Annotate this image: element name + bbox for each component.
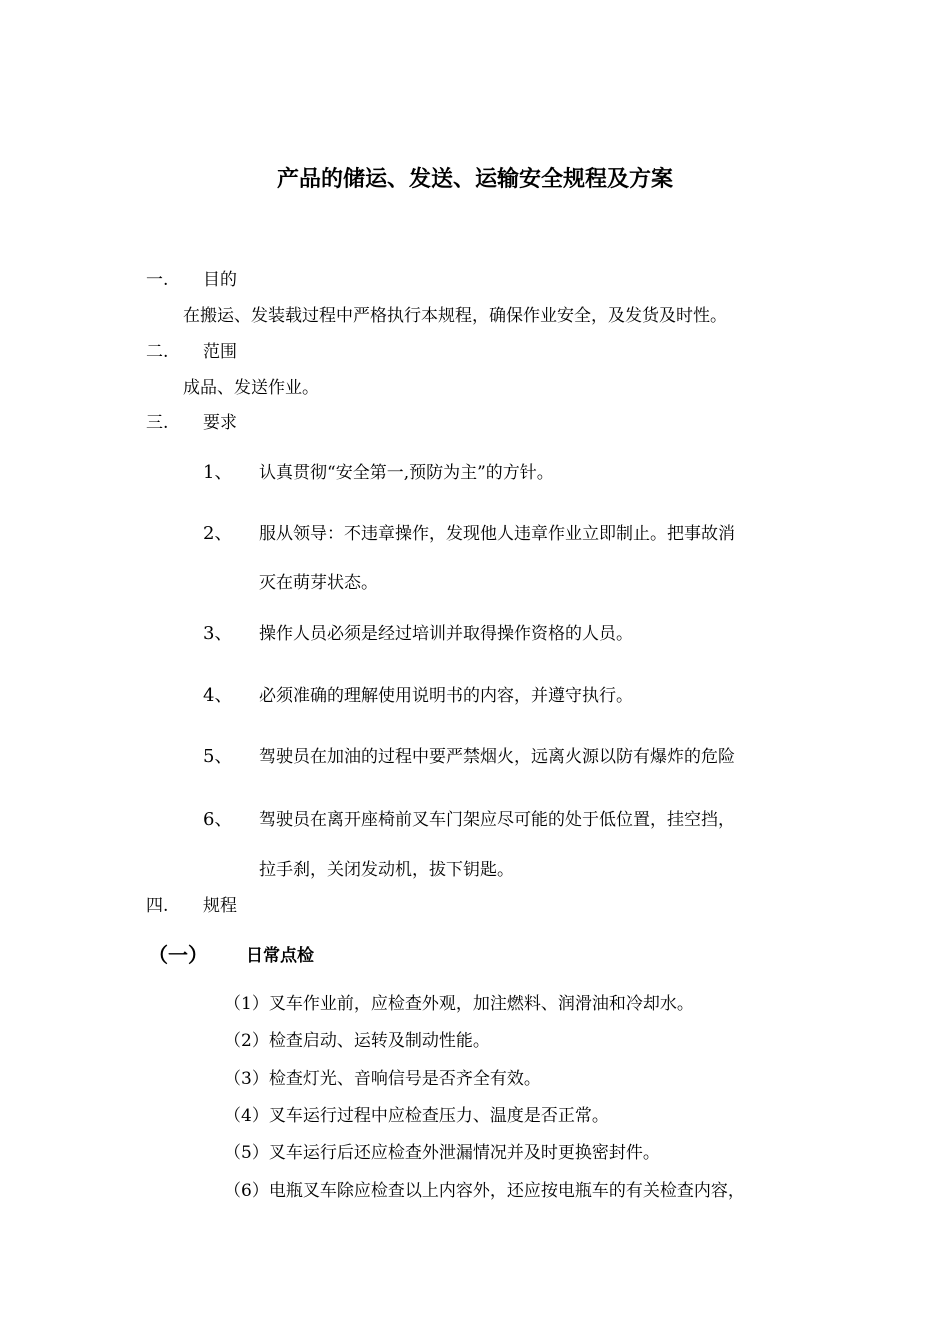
requirement-text: 驾驶员在加油的过程中要严禁烟火，远离火源以防有爆炸的危险 — [259, 747, 735, 767]
section-label-procedures: 规程 — [203, 896, 237, 916]
check-item: （1）叉车作业前，应检查外观，加注燃料、润滑油和冷却水。 — [224, 994, 694, 1014]
subsection-number: （一） — [148, 943, 208, 967]
section-text-scope: 成品、发送作业。 — [183, 378, 319, 398]
requirement-number: 4、 — [203, 685, 233, 706]
document-title: 产品的储运、发送、运输安全规程及方案 — [276, 167, 673, 192]
requirement-text-continued: 灭在萌芽状态。 — [259, 573, 378, 593]
requirement-text: 操作人员必须是经过培训并取得操作资格的人员。 — [259, 624, 633, 644]
section-number-1: 一. — [146, 270, 169, 290]
check-item: （5）叉车运行后还应检查外泄漏情况并及时更换密封件。 — [224, 1143, 660, 1163]
requirement-number: 1、 — [203, 462, 233, 483]
section-number-2: 二. — [146, 342, 169, 362]
requirement-number: 3、 — [203, 623, 233, 644]
requirement-text: 驾驶员在离开座椅前叉车门架应尽可能的处于低位置，挂空挡， — [259, 810, 735, 830]
check-item: （3）检查灯光、音响信号是否齐全有效。 — [224, 1069, 541, 1089]
requirement-number: 2、 — [203, 523, 233, 544]
subsection-label: 日常点检 — [246, 946, 314, 966]
requirement-text: 认真贯彻“安全第一,预防为主”的方针。 — [259, 463, 554, 483]
requirement-number: 5、 — [203, 746, 233, 767]
check-item: （2）检查启动、运转及制动性能。 — [224, 1031, 490, 1051]
requirement-text: 服从领导：不违章操作，发现他人违章作业立即制止。把事故消 — [259, 524, 735, 544]
check-item: （4）叉车运行过程中应检查压力、温度是否正常。 — [224, 1106, 609, 1126]
section-label-requirements: 要求 — [203, 413, 237, 433]
section-label-purpose: 目的 — [203, 270, 237, 290]
requirement-text: 必须准确的理解使用说明书的内容，并遵守执行。 — [259, 686, 633, 706]
section-text-purpose: 在搬运、发装载过程中严格执行本规程，确保作业安全，及发货及时性。 — [183, 306, 727, 326]
section-label-scope: 范围 — [203, 342, 237, 362]
requirement-number: 6、 — [203, 809, 233, 830]
section-number-4: 四. — [146, 896, 169, 916]
requirement-text-continued: 拉手刹，关闭发动机，拔下钥匙。 — [259, 860, 514, 880]
check-item: （6）电瓶叉车除应检查以上内容外，还应按电瓶车的有关检查内容， — [224, 1181, 745, 1201]
section-number-3: 三. — [146, 413, 169, 433]
